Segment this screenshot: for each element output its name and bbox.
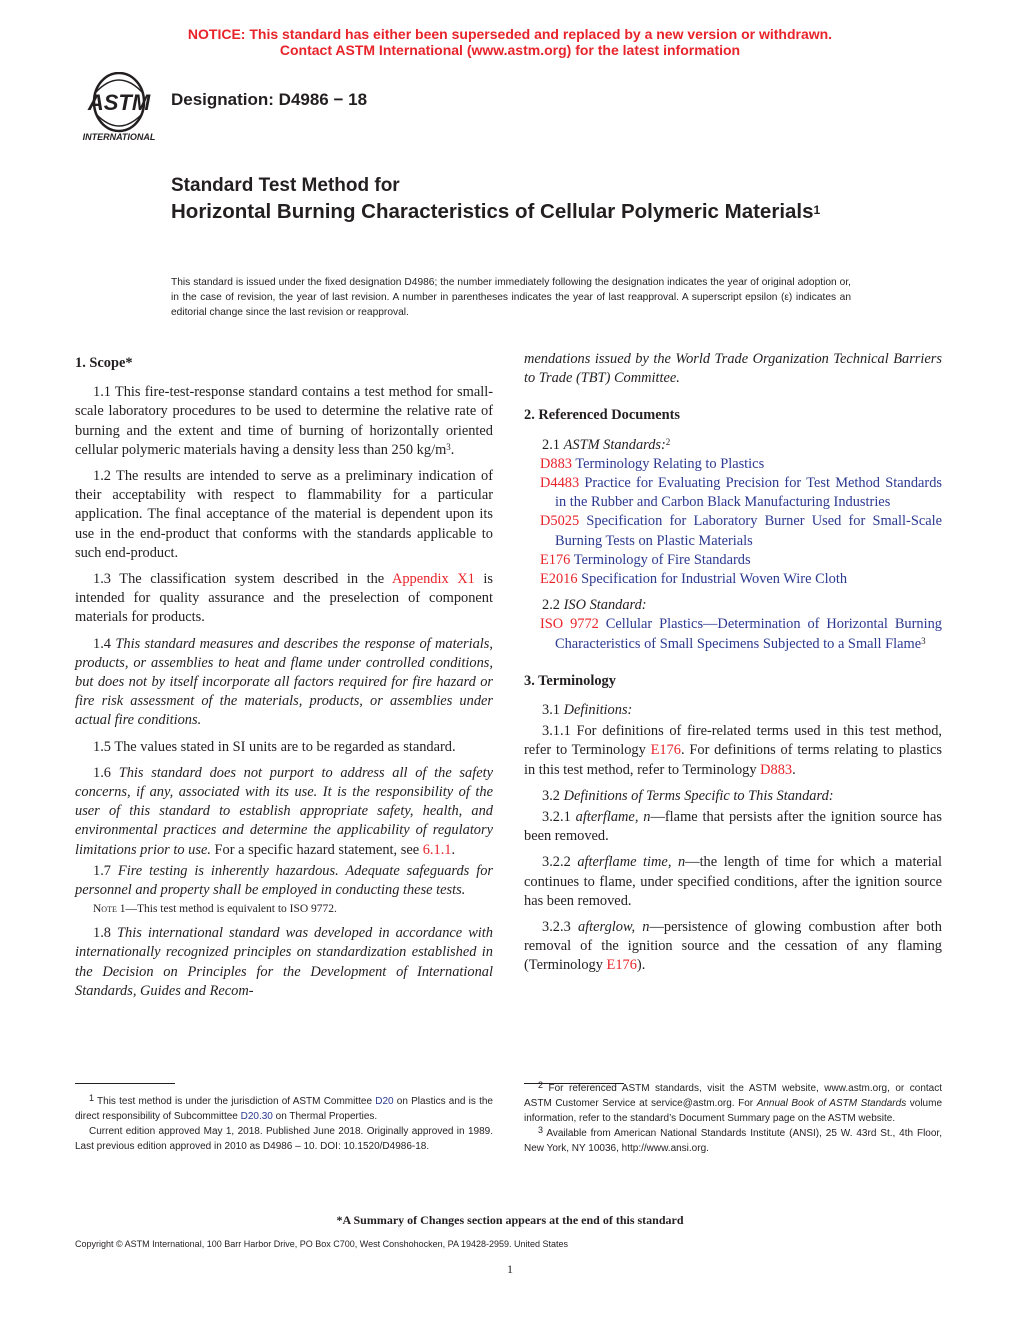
para-1-3: 1.3 The classification system described in the Appendix X1 is intended for quality assurance and the preselection of component materials for products. [75, 571, 493, 626]
title-footnote-ref: 1 [813, 203, 821, 217]
ref-e176[interactable]: E176 Terminology of Fire Standards [540, 551, 751, 568]
right-column [524, 350, 942, 983]
para-1-5: 1.5 The values stated in SI units are to be regarded as standard. [93, 738, 456, 755]
astm-logo [74, 72, 164, 144]
para-3-2: 3.2 Definitions of Terms Specific to This Standard: [542, 787, 834, 804]
para-3-1: 3.1 Definitions: [542, 702, 633, 719]
para-3-1-1: 3.1.1 For definitions of fire-related terms used in this test method, refer to Terminology E176. For definitions of terms relating to plastics in this test method, refer to Terminology D883. [524, 723, 942, 778]
para-2-1: 2.1 ASTM Standards:$^2$ [542, 436, 671, 453]
summary-of-changes-note: *A Summary of Changes section appears at the end of this standard [336, 1213, 684, 1227]
para-1-8: 1.8 This international standard was developed in accordance with internationally recognized principles on standardization established in the Decision on Principles for the Development of International Standards, Guides and Recom- [75, 925, 493, 999]
para-2-2: 2.2 ISO Standard: [542, 597, 647, 614]
para-1-2: 1.2 The results are intended to serve as a preliminary indication of their acceptability with respect to flammability for a particular application. The final acceptance of the material is dependent upon its use in the end-product that conforms with the standards applicable to such end-product. [75, 468, 493, 561]
para-3-2-1: 3.2.1 afterflame, n—flame that persists after the ignition source has been removed. [524, 809, 942, 845]
footnote-1-edition: Current edition approved May 1, 2018. Published June 2018. Originally approved in 1989. Last previous edition approved in 2010 as D4986 – 10. DOI: 10.1520/D4986-18. [75, 1126, 493, 1152]
para-1-7: 1.7 Fire testing is inherently hazardous. Adequate safeguards for personnel and property shall be employed in conducting these tests. [75, 862, 493, 899]
footnote-rule-left [75, 1083, 175, 1084]
footnote-3: $^3$ Available from American National Standards Institute (ANSI), 25 W. 43rd St., 4th Floor, New York, NY 10036, http://www.ansi.org. [524, 1125, 942, 1154]
referenced-documents-heading: 2. Referenced Documents [524, 407, 680, 424]
page-number: 1 [507, 1262, 513, 1276]
footnotes-left [75, 1094, 493, 1154]
notice-line-2: Contact ASTM International (www.astm.org) for the latest information [279, 42, 741, 58]
terminology-heading: 3. Terminology [524, 672, 616, 689]
d20-link[interactable]: D20 [375, 1096, 394, 1107]
d20-30-link[interactable]: D20.30 [240, 1111, 273, 1122]
ref-d883[interactable]: D883 Terminology Relating to Plastics [540, 455, 765, 472]
notice-line-1: NOTICE: This standard has either been superseded and replaced by a new version or withdrawn. [187, 26, 833, 42]
e176-link[interactable]: E176 [650, 742, 681, 759]
scope-heading: 1. Scope* [75, 355, 133, 371]
note-1: Note 1—This test method is equivalent to ISO 9772. [93, 903, 337, 916]
title-line-1: Standard Test Method for [171, 175, 400, 196]
para-1-8-continued: mendations issued by the World Trade Organization Technical Barriers to Trade (TBT) Committee. [524, 351, 942, 387]
footnote-1: $^1$ This test method is under the jurisdiction of ASTM Committee D20 on Plastics and is the direct responsibility of Subcommittee D20.30 on Thermal Properties. [75, 1093, 493, 1122]
section-6-1-1-link[interactable]: 6.1.1 [422, 841, 452, 858]
ref-d5025[interactable]: D5025 Specification for Laboratory Burner Used for Small-Scale Burning Tests on Plastic Materials [540, 513, 942, 549]
d883-link[interactable]: D883 [760, 761, 793, 778]
para-3-2-3: 3.2.3 afterglow, n—persistence of glowing combustion after both removal of the ignition source and the cessation of any flaming (Terminology E176). [524, 919, 942, 974]
issue-note: This standard is issued under the fixed designation D4986; the number immediately following the designation indicates the year of original adoption or, in the case of revision, the year of last revision. A number in parentheses indicates the year of last reapproval. A superscript epsilon (ε) indicates an editorial change since the last revision or reapproval. [171, 277, 851, 318]
ref-d4483[interactable]: D4483 Practice for Evaluating Precision for Test Method Standards in the Rubber and Carbon Black Manufacturing Industries [540, 475, 942, 511]
footnotes-right [524, 1081, 942, 1156]
para-1-6: 1.6 This standard does not purport to address all of the safety concerns, if any, associated with its use. It is the responsibility of the user of this standard to establish appropriate safety, health, and environmental practices and determine the applicability of regulatory limitations prior to use. For a specific hazard statement, see 6.1.1. [75, 764, 493, 858]
e176-link-2[interactable]: E176 [606, 957, 637, 974]
appendix-x1-link[interactable]: Appendix X1 [391, 571, 475, 588]
footnote-2: $^2$ For referenced ASTM standards, visit the ASTM website, www.astm.org, or contact ASTM Customer Service at service@astm.org. For Annual Book of ASTM Standards volume information, refer to the standard’s Document Summary page on the ASTM website. [524, 1080, 943, 1124]
ref-e2016[interactable]: E2016 Specification for Industrial Woven Wire Cloth [540, 571, 848, 588]
ref-iso-9772[interactable]: ISO 9772 Cellular Plastics—Determination of Horizontal Burning Characteristics of Small Specimens Subjected to a Small Flame$^3$ [540, 616, 942, 652]
designation: Designation: D4986 − 18 [171, 90, 368, 109]
document-title [171, 199, 871, 225]
title-main-text: Horizontal Burning Characteristics of Cellular Polymeric Materials [171, 200, 814, 223]
logo-letters: ASTM [87, 90, 151, 115]
title-block [171, 175, 871, 225]
left-column [75, 350, 493, 1008]
para-1-1: 1.1 This fire-test-response standard contains a test method for small-scale laboratory procedures to be used to determine the relative rate of burning and the extent and time of burning of horizontally oriented cellular polymeric materials having a density less than 250 kg/m$^3$. [75, 384, 493, 458]
copyright: Copyright © ASTM International, 100 Barr Harbor Drive, PO Box C700, West Conshohocken, PA 19428-2959. United States [75, 1239, 569, 1249]
logo-subtext: INTERNATIONAL [82, 132, 156, 142]
para-1-4: 1.4 This standard measures and describes the response of materials, products, or assemblies to heat and flame under controlled conditions, but does not by itself incorporate all factors required for fire hazard or fire risk assessment of the materials, products, or assemblies under actual fire conditions. [75, 635, 493, 729]
supersede-notice [0, 26, 1020, 58]
para-3-2-2: 3.2.2 afterflame time, n—the length of time for which a material continues to flame, under specified conditions, after the ignition source has been removed. [524, 854, 942, 909]
